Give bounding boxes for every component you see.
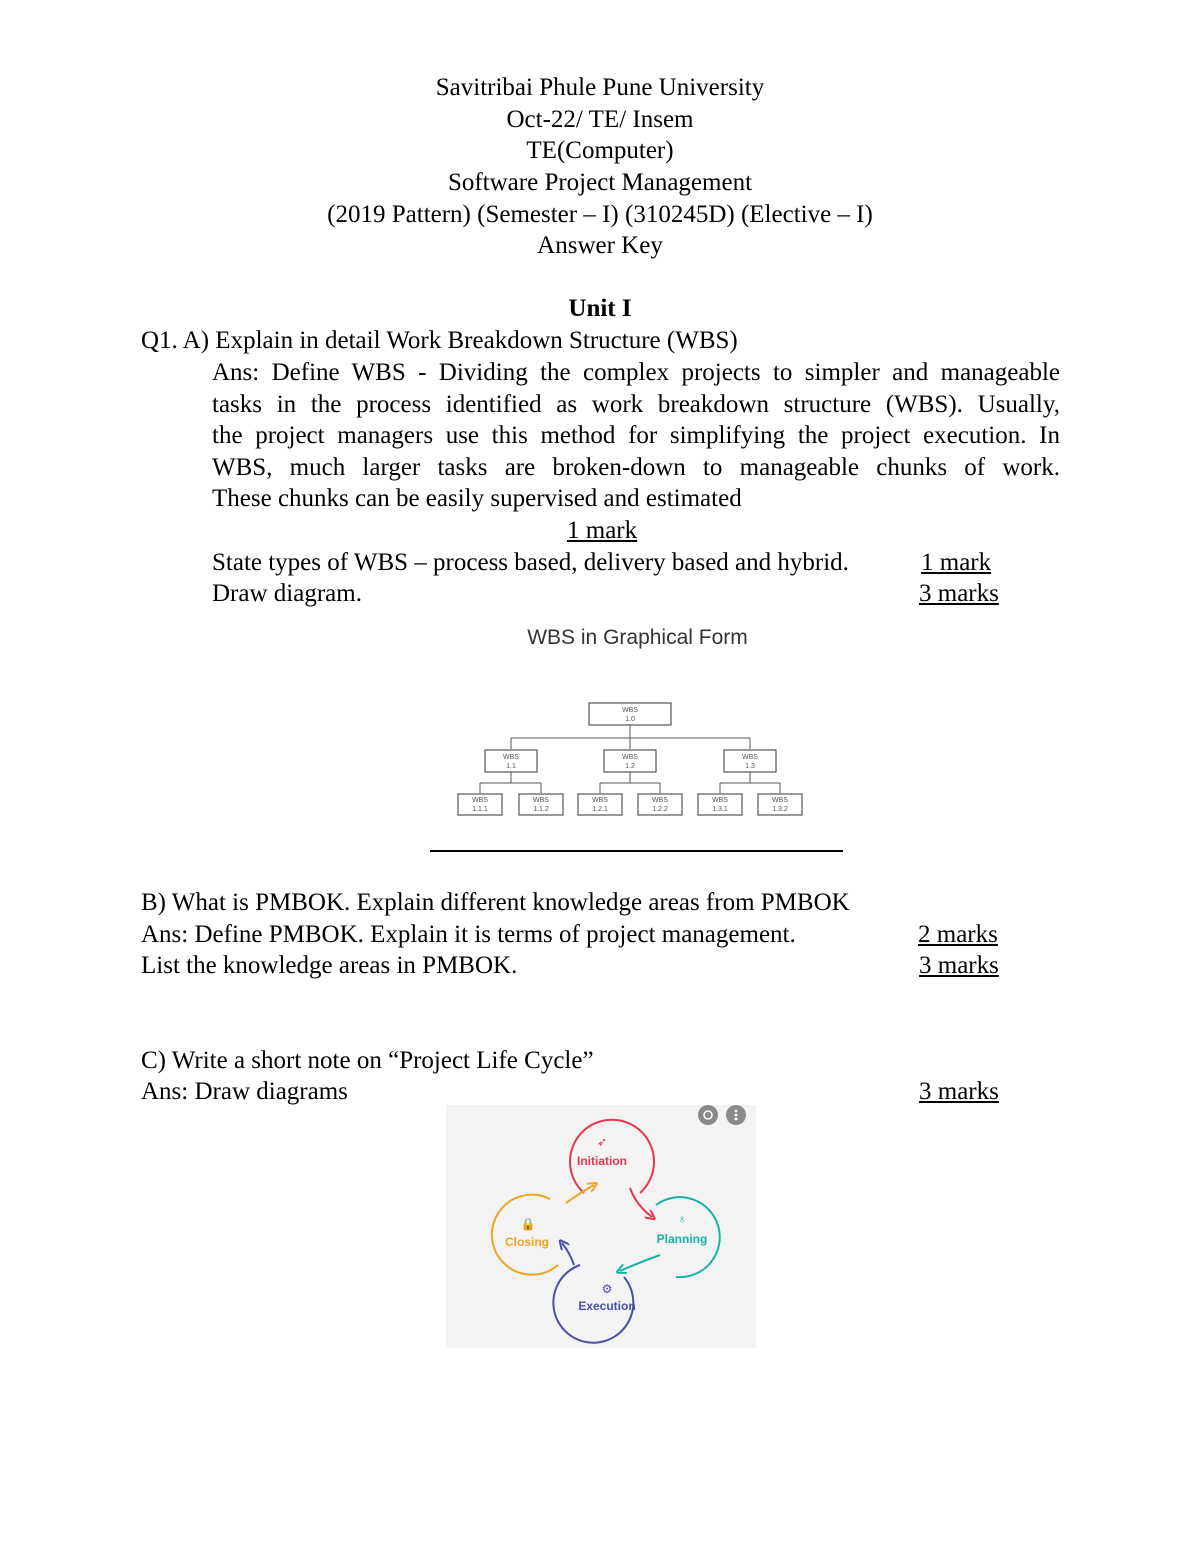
svg-text:1.1.2: 1.1.2 [533,806,549,813]
q1a-answer-line-3: the project managers use this method for simplifying the project execution. In [212,422,1060,449]
university-name: Savitribai Phule Pune University [435,74,765,101]
wbs-diagram [450,695,820,820]
q1a-answer-line-1: Ans: Define WBS - Dividing the complex projects to simpler and manageable [212,359,1060,386]
phase-label-planning: Planning [656,1232,708,1246]
wbs-node-1-2-1 [578,794,622,815]
q1a-draw-text: Draw diagram. [212,580,362,607]
phase-label-initiation: Initiation [577,1154,627,1168]
q1b-list-text: List the knowledge areas in PMBOK. [141,952,518,979]
svg-text:1.3: 1.3 [745,763,755,770]
q1a-mark-define: 1 mark [567,517,638,544]
q1a-draw-mark: 3 marks [919,580,999,607]
svg-text:WBS: WBS [712,797,728,804]
wbs-node-1-1 [485,750,537,772]
q1a-answer-line-2: tasks in the process identified as work breakdown structure (WBS). Usually, [212,391,1060,418]
phase-label-execution: Execution [578,1299,636,1313]
svg-text:WBS: WBS [592,797,608,804]
q1c-answer-mark: 3 marks [919,1078,999,1105]
unit-heading: Unit I [568,295,632,322]
q1b-answer-mark: 2 marks [918,921,998,948]
wbs-root-node [589,703,671,725]
svg-text:1.1: 1.1 [506,763,516,770]
svg-text:1.1.1: 1.1.1 [472,806,488,813]
lock-icon: 🔒 [520,1217,536,1231]
wbs-node-1-2 [604,750,656,772]
exam-pattern: (2019 Pattern) (Semester – I) (310245D) (Elective – I) [327,201,873,228]
svg-text:WBS: WBS [772,797,788,804]
svg-text:1.2.1: 1.2.1 [592,806,608,813]
rocket-icon: ➶ [596,1135,608,1149]
svg-text:WBS: WBS [472,797,488,804]
svg-text:WBS: WBS [533,797,549,804]
svg-text:1.2: 1.2 [625,763,635,770]
subject-name: Software Project Management [447,169,753,196]
phase-label-closing: Closing [505,1235,549,1249]
gear-icon: ⚙ [601,1282,613,1296]
wbs-node-1-3 [724,750,776,772]
svg-text:WBS: WBS [503,754,519,761]
wbs-node-1-3-2 [758,794,802,815]
q1a-question: Q1. A) Explain in detail Work Breakdown Structure (WBS) [141,327,738,354]
wbs-node-1-2-2 [638,794,682,815]
q1a-types-mark: 1 mark [921,549,992,576]
q1c-answer-text: Ans: Draw diagrams [141,1078,348,1105]
wbs-figure-title: WBS in Graphical Form [527,626,748,649]
svg-text:1.3.1: 1.3.1 [712,806,728,813]
wbs-node-1-1-2 [519,794,563,815]
svg-text:1.2.2: 1.2.2 [652,806,668,813]
wbs-box-label: WBS [622,707,638,714]
q1a-answer-line-5: These chunks can be easily supervised and estimated [212,485,742,512]
q1b-answer-text: Ans: Define PMBOK. Explain it is terms of project management. [141,921,796,948]
wbs-node-1-3-1 [698,794,742,815]
q1b-list-mark: 3 marks [919,952,999,979]
exam-code: Oct-22/ TE/ Insem [506,106,694,133]
document-type: Answer Key [537,232,663,259]
lightbulb-icon: ♁ [677,1212,687,1226]
wbs-node-1-1-1 [458,794,502,815]
project-life-cycle-diagram [446,1105,756,1348]
q1c-question: C) Write a short note on “Project Life Cycle” [141,1047,594,1074]
course-name: TE(Computer) [526,137,674,164]
lens-icon [698,1105,718,1125]
svg-text:WBS: WBS [622,754,638,761]
q1a-answer-line-4: WBS, much larger tasks are broken-down to manageable chunks of work. [212,454,1060,481]
svg-text:WBS: WBS [742,754,758,761]
svg-text:WBS: WBS [652,797,668,804]
svg-text:1.3.2: 1.3.2 [772,806,788,813]
wbs-root-number: 1.0 [625,716,635,723]
q1b-question: B) What is PMBOK. Explain different knowledge areas from PMBOK [141,889,850,916]
section-divider [430,850,843,852]
q1a-types-text: State types of WBS – process based, delivery based and hybrid. [212,549,849,576]
